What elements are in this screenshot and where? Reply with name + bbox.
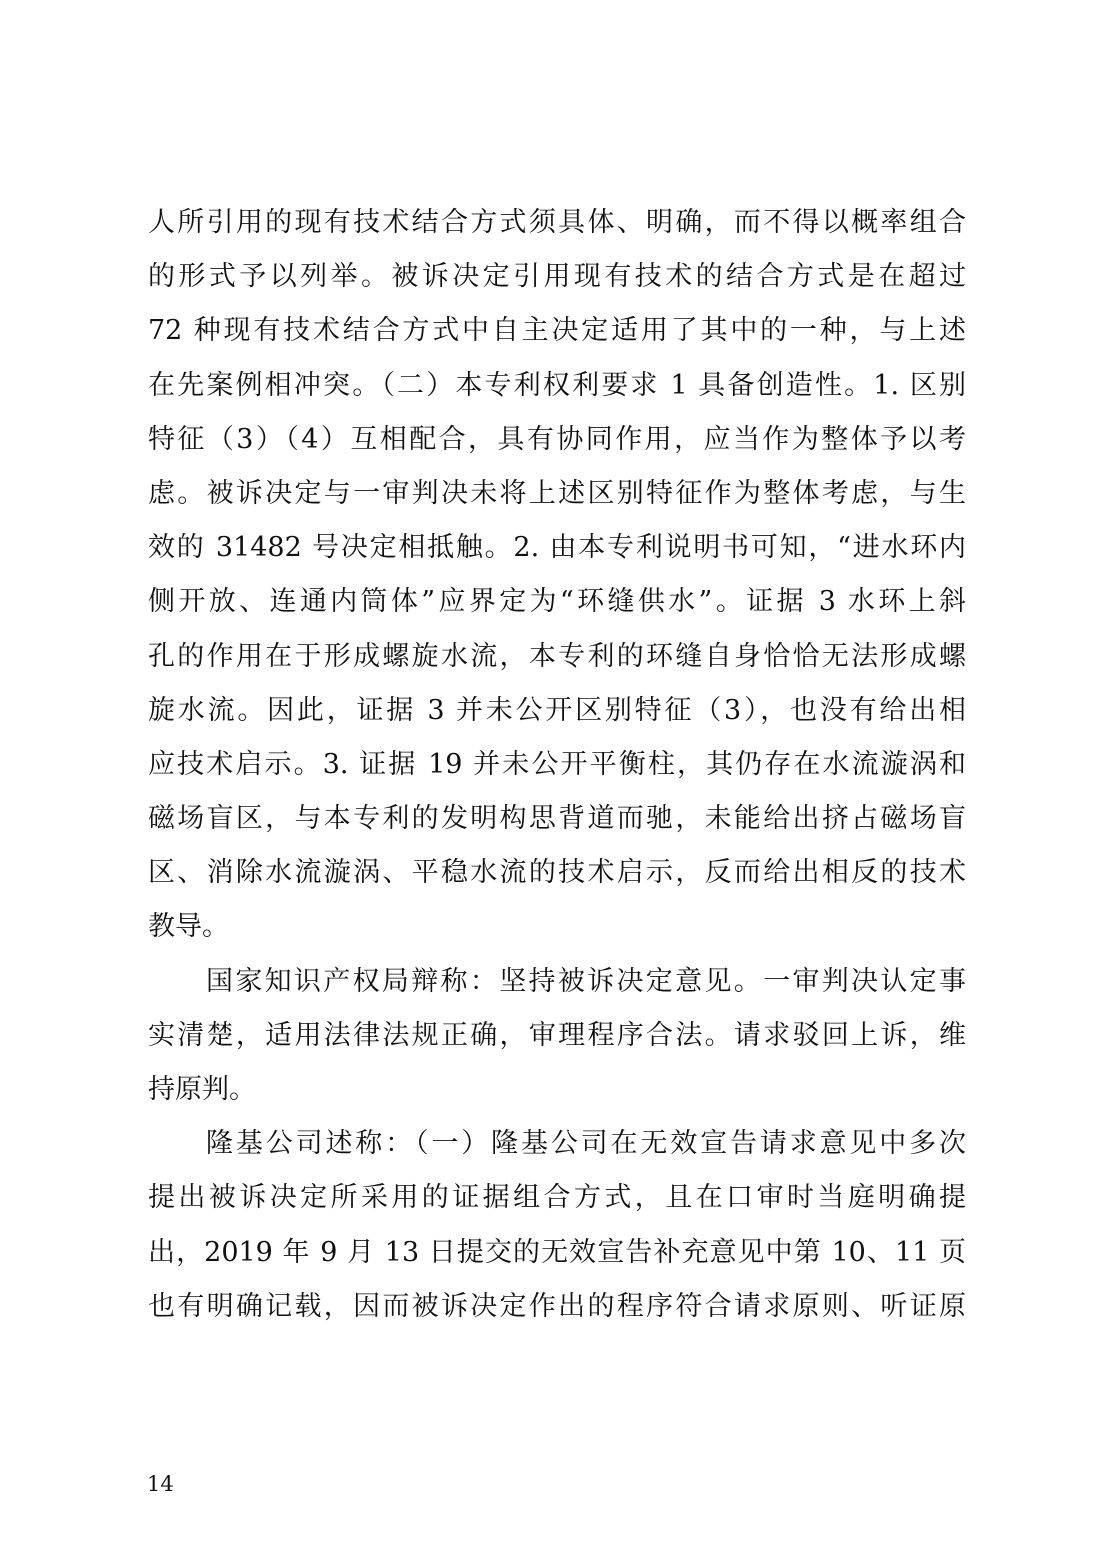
text-line: 效的 31482 号决定相抵触。2. 由本专利说明书可知，“进水环内 [148,532,966,564]
text-line: 提出被诉决定所采用的证据组合方式，且在口审时当庭明确提 [148,1182,966,1214]
text-line: 实清楚，适用法律法规正确，审理程序合法。请求驳回上诉，维 [148,1019,966,1051]
text-line: 持原判。 [148,1074,256,1105]
text-line: 教导。 [148,911,229,943]
text-line: 出，2019 年 9 月 13 日提交的无效宣告补充意见中第 10、11 页 [148,1236,966,1268]
page-number: 14 [147,1472,174,1496]
text-line: 磁场盲区，与本专利的发明构思背道而驰，未能给出挤占磁场盲 [148,803,966,835]
text-line: 孔的作用在于形成螺旋水流，本专利的环缝自身恰恰无法形成螺 [148,640,966,672]
text-line: 也有明确记载，因而被诉决定作出的程序符合请求原则、听证原 [148,1290,966,1322]
body-text [148,196,966,1334]
text-line: 侧开放、连通内筒体”应界定为“环缝供水”。证据 3 水环上斜 [148,586,966,618]
text-line: 旋水流。因此，证据 3 并未公开区别特征（3），也没有给出相 [148,694,966,726]
text-line: 隆基公司述称：（一）隆基公司在无效宣告请求意见中多次 [206,1128,966,1160]
text-line: 在先案例相冲突。（二）本专利权利要求 1 具备创造性。1. 区别 [148,369,966,401]
text-line: 的形式予以列举。被诉决定引用现有技术的结合方式是在超过 [148,261,966,293]
text-line: 人所引用的现有技术结合方式须具体、明确，而不得以概率组合 [148,207,966,238]
text-line: 应技术启示。3. 证据 19 并未公开平衡柱，其仍存在水流漩涡和 [148,748,966,780]
text-line: 特征（3）（4）互相配合，具有协同作用，应当作为整体予以考 [148,423,966,455]
text-line: 区、消除水流漩涡、平稳水流的技术启示，反而给出相反的技术 [148,857,966,889]
text-line: 国家知识产权局辩称：坚持被诉决定意见。一审判决认定事 [206,965,966,997]
text-line: 虑。被诉决定与一审判决未将上述区别特征作为整体考虑，与生 [148,477,966,509]
text-line: 72 种现有技术结合方式中自主决定适用了其中的一种，与上述 [148,315,966,347]
